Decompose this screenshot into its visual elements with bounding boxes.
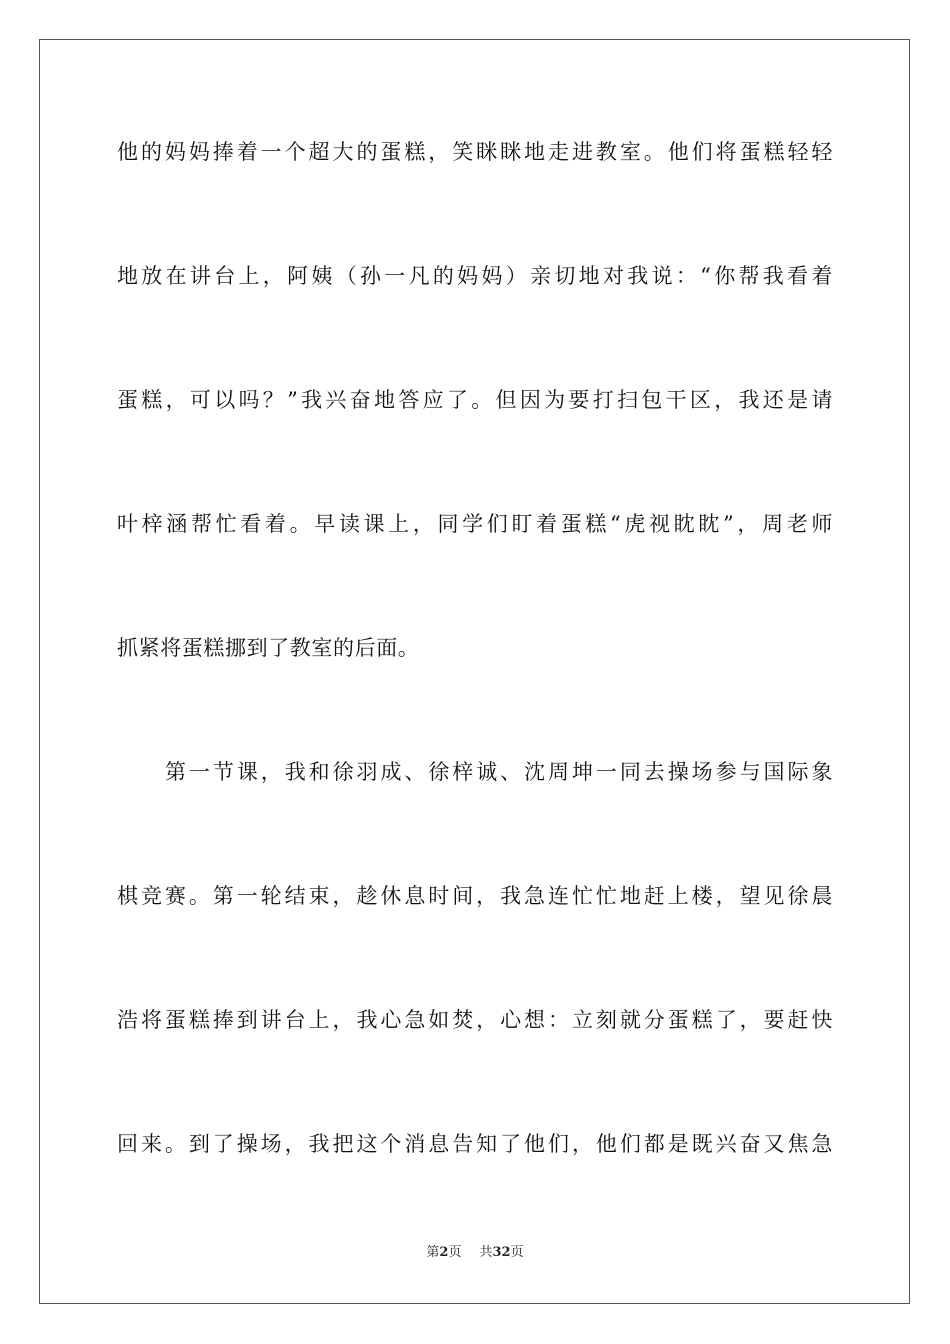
text-line-3: 蛋糕，可以吗？”我兴奋地答应了。但因为要打扫包干区，我还是请	[117, 388, 833, 412]
text-line-8: 浩将蛋糕捧到讲台上，我心急如焚，心想：立刻就分蛋糕了，要赶快	[117, 1008, 833, 1032]
page-border	[39, 39, 910, 1304]
current-page-number: 2	[439, 1245, 449, 1260]
text-line-2: 地放在讲台上，阿姨（孙一凡的妈妈）亲切地对我说：“你帮我看着	[117, 264, 833, 288]
text-line-1: 他的妈妈捧着一个超大的蛋糕，笑眯眯地走进教室。他们将蛋糕轻轻	[117, 140, 833, 164]
total-label-suffix: 页	[510, 1245, 524, 1260]
page-footer	[0, 1244, 950, 1262]
total-label-prefix: 共	[479, 1245, 493, 1260]
text-line-5: 抓紧将蛋糕挪到了教室的后面。	[117, 636, 420, 660]
total-page-number: 32	[492, 1245, 511, 1260]
text-line-6: 第一节课，我和徐羽成、徐梓诚、沈周坤一同去操场参与国际象	[165, 760, 833, 784]
text-line-4: 叶梓涵帮忙看着。早读课上，同学们盯着蛋糕“虎视眈眈”，周老师	[117, 512, 833, 536]
text-line-9: 回来。到了操场，我把这个消息告知了他们，他们都是既兴奋又焦急	[117, 1132, 833, 1156]
page-label-prefix: 第	[426, 1245, 440, 1260]
page-label-suffix: 页	[448, 1245, 462, 1260]
text-line-7: 棋竞赛。第一轮结束，趁休息时间，我急连忙忙地赶上楼，望见徐晨	[117, 884, 833, 908]
